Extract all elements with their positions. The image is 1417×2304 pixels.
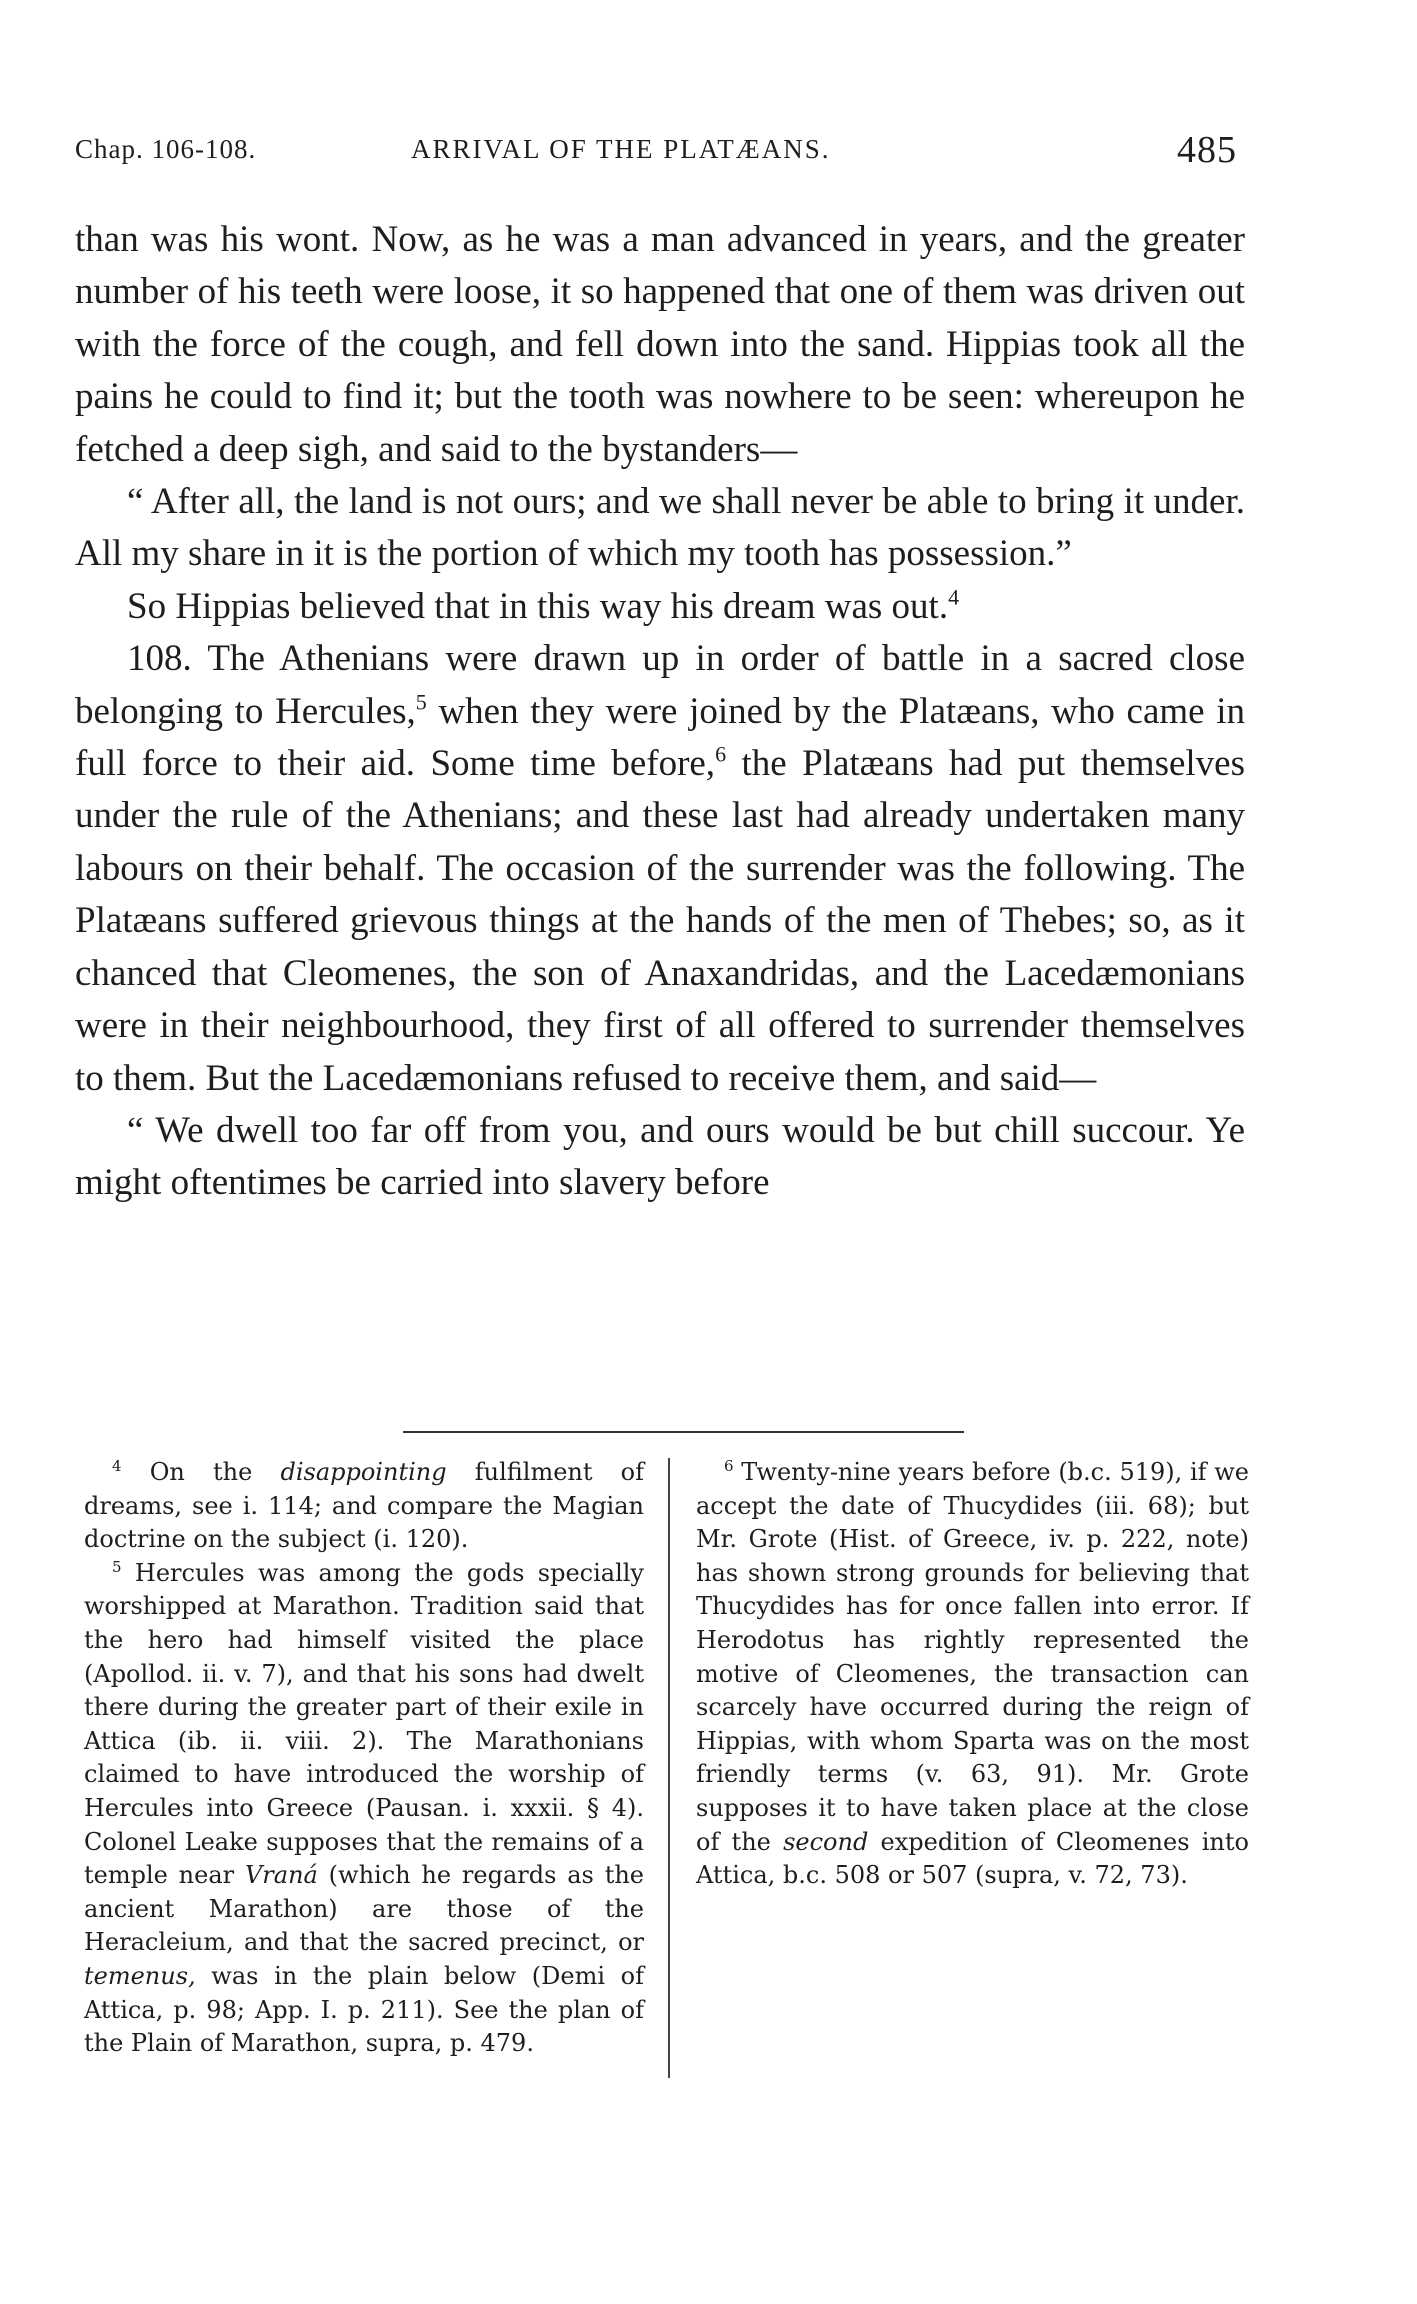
footnote-number: 6 <box>724 1457 734 1475</box>
footnote-text: fulfilment of dreams, see i. 114; and compare the Magian doctrine on the subject (i. 120). <box>84 1458 645 1554</box>
footnote-separator <box>403 1431 964 1433</box>
footnote-emphasis: Vraná <box>244 1861 318 1890</box>
paragraph <box>75 581 1245 633</box>
paragraph-text: 108. The Athenians were drawn up in order of battle in a sacred close belonging to Hercules, <box>75 638 1245 732</box>
footnote-emphasis: temenus, <box>84 1961 196 1990</box>
footnotes-column-left <box>84 1456 644 2061</box>
footnote-number: 5 <box>112 1557 122 1576</box>
footnote-ref: 4 <box>948 584 960 610</box>
footnote-ref: 5 <box>415 689 427 715</box>
footnote-text: was in the plain below (Demi of Attica, p. 98; App. I. p. 211). See the plan of the Plain of Marathon, supra, p. 479. <box>84 1961 644 2058</box>
footnote-column-divider <box>668 1458 670 2078</box>
footnote <box>696 1456 1249 1893</box>
footnote-text: On the <box>121 1458 281 1486</box>
paragraph <box>75 633 1245 1105</box>
chapter-range: Chap. 106-108. <box>75 134 257 164</box>
footnote-number: 4 <box>112 1457 122 1475</box>
page-number: 485 <box>1177 129 1237 171</box>
footnote-text: Hercules was among the gods specially worshipped at Marathon. Tradition said that the hero had himself visited the place (Apollod. ii. v. 7), and that his sons had dwelt there during the greater part of their exile in Attica (ib. ii. viii. 2). The Marathonians claimed to have introduced the worship of Hercules into Greece (Pausan. i. xxxii. § 4). Colonel Leake supposes that the remains of a temple near <box>84 1558 644 1890</box>
footnote <box>84 1557 644 2061</box>
footnote-text: Twenty-nine years before (b.c. 519), if we accept the date of Thucydides (iii. 68); but Mr. Grote (Hist. of Greece, iv. p. 222, note) has shown strong grounds for believing that Thucydides has for once fallen into error. If Herodotus has rightly represented the motive of Cleomenes, the transaction can scarcely have occurred during the reign of Hippias, with whom Sparta was on the most friendly terms (v. 63, 91). Mr. Grote supposes it to have taken place at the close of the <box>696 1458 1249 1856</box>
paragraph: “ We dwell too far off from you, and ours would be but chill succour. Ye might oftentimes be carried into slavery before <box>75 1109 1245 1204</box>
footnotes-column-right <box>696 1456 1249 1893</box>
paragraph: “ After all, the land is not ours; and we shall never be able to bring it under. All my share in it is the portion of which my tooth has possession.” <box>75 481 1245 575</box>
footnote-text: expedition of Cleomenes into Attica, b.c. 508 or 507 (supra, v. 72, 73). <box>696 1827 1249 1890</box>
footnote <box>84 1456 644 1557</box>
paragraph-text: So Hippias believed that in this way his dream was out. <box>127 585 949 627</box>
footnote-text: (which he regards as the ancient Marathon) are those of the Heracleium, and that the sacred precinct, or <box>84 1861 645 1957</box>
footnote-ref: 6 <box>715 741 727 767</box>
main-text <box>75 214 1245 1210</box>
footnote-emphasis: second <box>783 1827 869 1856</box>
paragraph: than was his wont. Now, as he was a man advanced in years, and the greater number of his teeth were loose, it so happened that one of them was driven out with the force of the cough, and fell down into the sand. Hippias took all the pains he could to find it; but the tooth was nowhere to be seen: whereupon he fetched a deep sigh, and said to the bystanders— <box>75 219 1245 470</box>
running-header <box>75 128 1237 178</box>
footnote-emphasis: disappointing <box>280 1458 447 1486</box>
paragraph-text: the Platæans had put themselves under the rule of the Athenians; and these last had already undertaken many labours on their behalf. The occasion of the surrender was the following. The Platæans suffered grievous things at the hands of the men of Thebes; so, as it chanced that Cleomenes, the son of Anaxandridas, and the Lacedæmonians were in their neighbourhood, they first of all offered to surrender themselves to them. But the Lacedæmonians refused to receive them, and said— <box>75 743 1245 1099</box>
running-title: ARRIVAL OF THE PLATÆANS. <box>411 134 831 164</box>
paragraph-text: when they were joined by the Platæans, who came in full force to their aid. Some time before, <box>75 690 1246 785</box>
